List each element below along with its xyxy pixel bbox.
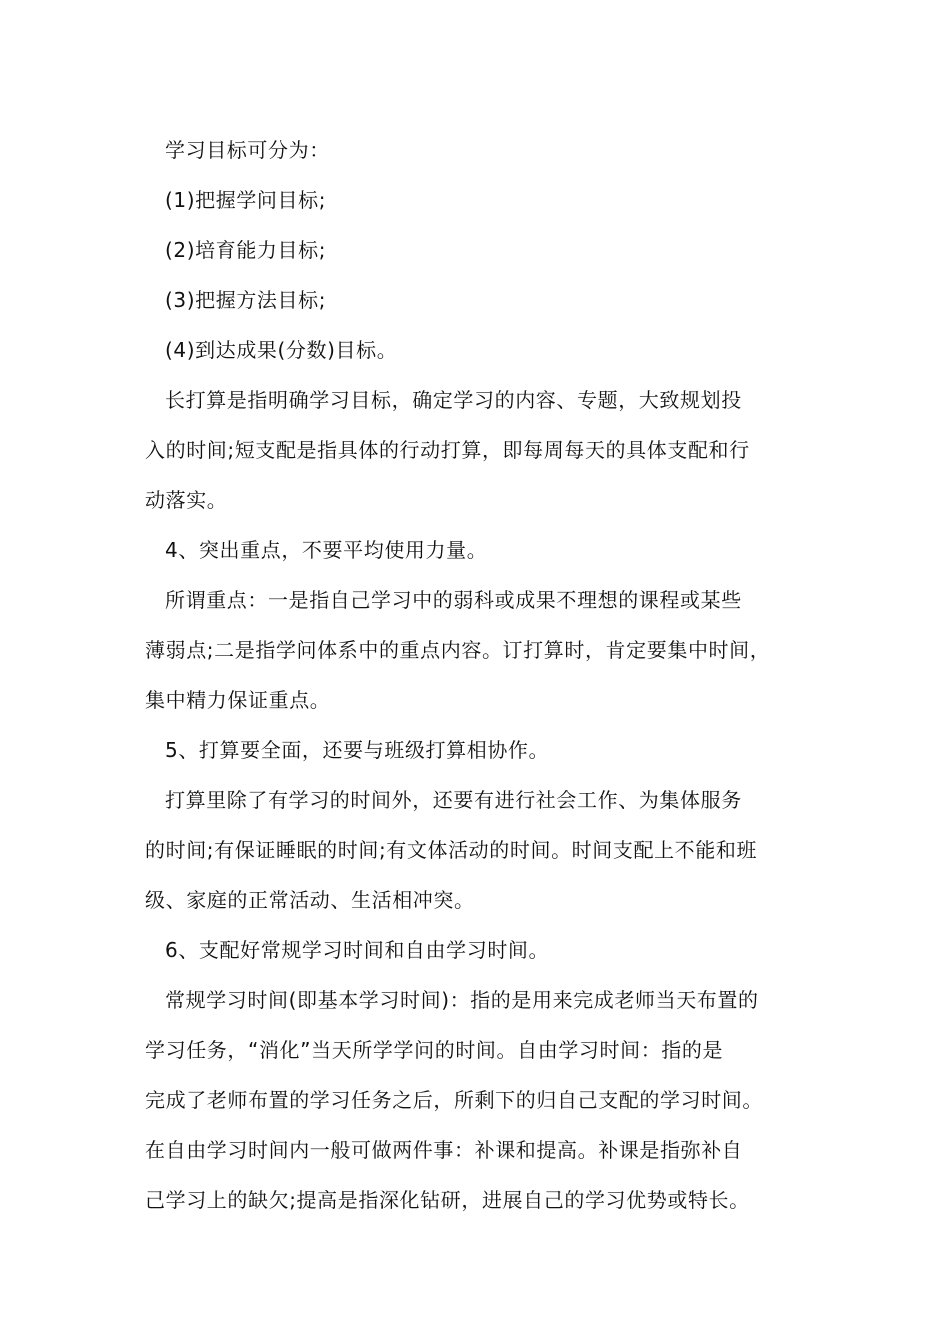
section-heading: 5、打算要全面，还要与班级打算相协作。 xyxy=(165,738,550,762)
text-line: 学习目标可分为： xyxy=(165,138,330,162)
section-heading: 6、支配好常规学习时间和自由学习时间。 xyxy=(165,938,550,962)
text-line: (1)把握学问目标; xyxy=(165,188,327,212)
text-line: 学习任务，“消化”当天所学学问的时间。自由学习时间：指的是 xyxy=(145,1038,724,1062)
text-line: 入的时间;短支配是指具体的行动打算，即每周每天的具体支配和行 xyxy=(145,438,750,462)
text-line: (2)培育能力目标; xyxy=(165,238,327,262)
text-line: 薄弱点;二是指学问体系中的重点内容。订打算时，肯定要集中时间， xyxy=(145,638,771,662)
text-line: 所谓重点：一是指自己学习中的弱科或成果不理想的课程或某些 xyxy=(165,588,742,612)
text-line: 打算里除了有学习的时间外，还要有进行社会工作、为集体服务 xyxy=(165,788,742,812)
document-body xyxy=(145,125,825,1225)
text-line: (4)到达成果(分数)目标。 xyxy=(165,338,398,362)
text-line: 在自由学习时间内一般可做两件事：补课和提高。补课是指弥补自 xyxy=(145,1138,743,1162)
text-line: 的时间;有保证睡眠的时间;有文体活动的时间。时间支配上不能和班 xyxy=(145,838,758,862)
text-line: 己学习上的缺欠;提高是指深化钻研，进展自己的学习优势或特长。 xyxy=(145,1188,750,1212)
text-line: 级、家庭的正常活动、生活相冲突。 xyxy=(145,888,475,912)
text-line: 集中精力保证重点。 xyxy=(145,688,331,712)
text-line: 长打算是指明确学习目标，确定学习的内容、专题，大致规划投 xyxy=(165,388,742,412)
text-line: 常规学习时间(即基本学习时间)：指的是用来完成老师当天布置的 xyxy=(165,988,759,1012)
text-line: 动落实。 xyxy=(145,488,228,512)
section-heading: 4、突出重点，不要平均使用力量。 xyxy=(165,538,488,562)
text-line: 完成了老师布置的学习任务之后，所剩下的归自己支配的学习时间。 xyxy=(145,1088,763,1112)
text-line: (3)把握方法目标; xyxy=(165,288,327,312)
